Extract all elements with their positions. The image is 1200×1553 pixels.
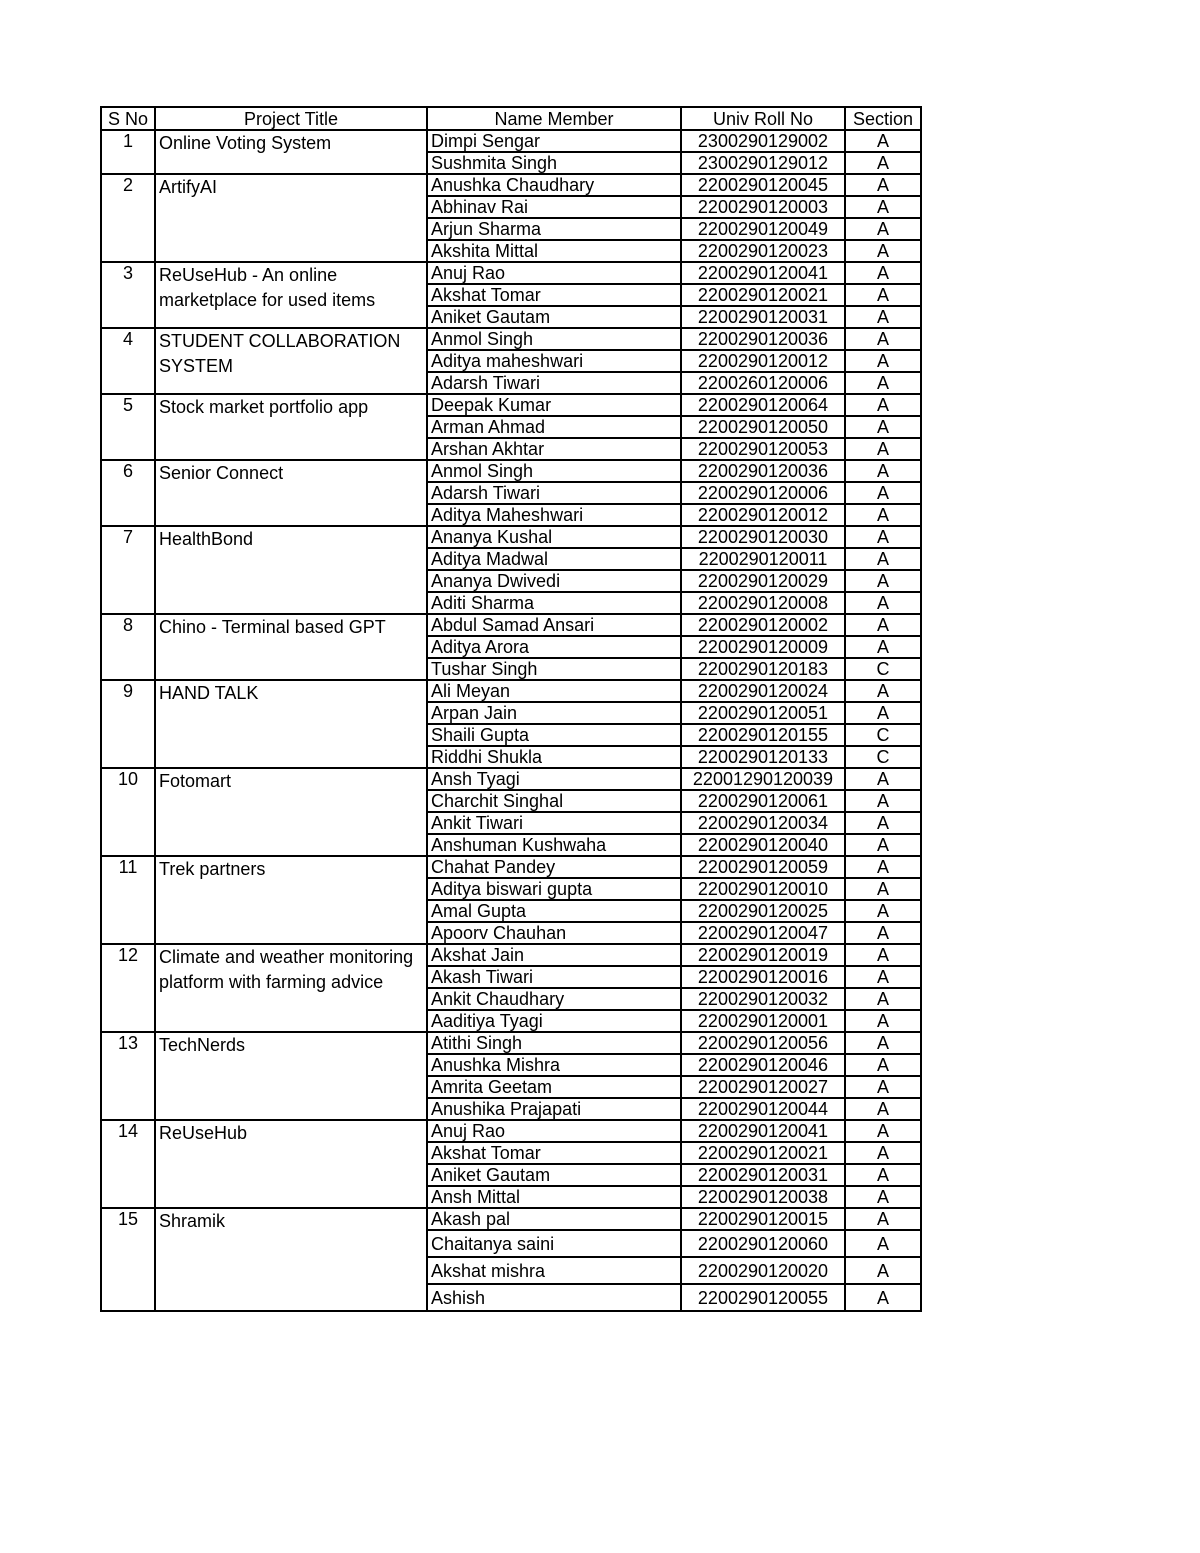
table-row: [101, 944, 921, 966]
univ-roll-no: 2200290120016: [681, 966, 845, 988]
table-row: [101, 1208, 921, 1230]
section: A: [845, 438, 921, 460]
project-title: ReUseHub - An online marketplace for used items: [155, 262, 427, 328]
member-name: Anmol Singh: [427, 460, 681, 482]
serial-number: 14: [101, 1120, 155, 1208]
section: A: [845, 306, 921, 328]
section: A: [845, 328, 921, 350]
univ-roll-no: 2200290120009: [681, 636, 845, 658]
section: A: [845, 350, 921, 372]
univ-roll-no: 2200290120031: [681, 1164, 845, 1186]
section: A: [845, 834, 921, 856]
member-name: Ananya Kushal: [427, 526, 681, 548]
section: A: [845, 570, 921, 592]
serial-number: 3: [101, 262, 155, 328]
section: A: [845, 1142, 921, 1164]
univ-roll-no: 2200290120015: [681, 1208, 845, 1230]
section: A: [845, 1186, 921, 1208]
member-name: Aditya Maheshwari: [427, 504, 681, 526]
univ-roll-no: 2200290120049: [681, 218, 845, 240]
section: A: [845, 702, 921, 724]
section: A: [845, 130, 921, 152]
member-name: Anushka Chaudhary: [427, 174, 681, 196]
univ-roll-no: 2200290120051: [681, 702, 845, 724]
univ-roll-no: 2200290120031: [681, 306, 845, 328]
member-name: Aditya maheshwari: [427, 350, 681, 372]
univ-roll-no: 2200260120006: [681, 372, 845, 394]
member-name: Adarsh Tiwari: [427, 482, 681, 504]
section: A: [845, 526, 921, 548]
member-name: Arpan Jain: [427, 702, 681, 724]
univ-roll-no: 2200290120023: [681, 240, 845, 262]
member-name: Amal Gupta: [427, 900, 681, 922]
univ-roll-no: 22001290120039: [681, 768, 845, 790]
member-name: Adarsh Tiwari: [427, 372, 681, 394]
univ-roll-no: 2200290120046: [681, 1054, 845, 1076]
univ-roll-no: 2200290120030: [681, 526, 845, 548]
section: A: [845, 1098, 921, 1120]
serial-number: 8: [101, 614, 155, 680]
section: A: [845, 416, 921, 438]
header-section: Section: [845, 107, 921, 130]
member-name: Ashish: [427, 1284, 681, 1311]
section: A: [845, 636, 921, 658]
section: A: [845, 482, 921, 504]
univ-roll-no: 2200290120036: [681, 328, 845, 350]
univ-roll-no: 2200290120055: [681, 1284, 845, 1311]
section: A: [845, 1076, 921, 1098]
section: A: [845, 1208, 921, 1230]
member-name: Aniket Gautam: [427, 1164, 681, 1186]
section: A: [845, 196, 921, 218]
univ-roll-no: 2200290120003: [681, 196, 845, 218]
member-name: Aaditiya Tyagi: [427, 1010, 681, 1032]
project-title: ReUseHub: [155, 1120, 427, 1208]
member-name: Aditya Arora: [427, 636, 681, 658]
section: A: [845, 504, 921, 526]
member-name: Ansh Mittal: [427, 1186, 681, 1208]
serial-number: 11: [101, 856, 155, 944]
section: A: [845, 856, 921, 878]
univ-roll-no: 2200290120029: [681, 570, 845, 592]
section: A: [845, 262, 921, 284]
member-name: Arshan Akhtar: [427, 438, 681, 460]
univ-roll-no: 2300290129002: [681, 130, 845, 152]
member-name: Ansh Tyagi: [427, 768, 681, 790]
table-row: [101, 174, 921, 196]
section: A: [845, 1010, 921, 1032]
table-row: [101, 1032, 921, 1054]
project-title: ArtifyAI: [155, 174, 427, 262]
member-name: Chahat Pandey: [427, 856, 681, 878]
table-row: [101, 130, 921, 152]
project-title: TechNerds: [155, 1032, 427, 1120]
serial-number: 1: [101, 130, 155, 174]
member-name: Chaitanya saini: [427, 1230, 681, 1257]
member-name: Abhinav Rai: [427, 196, 681, 218]
univ-roll-no: 2200290120050: [681, 416, 845, 438]
univ-roll-no: 2200290120010: [681, 878, 845, 900]
serial-number: 12: [101, 944, 155, 1032]
section: A: [845, 1230, 921, 1257]
member-name: Anuj Rao: [427, 1120, 681, 1142]
project-title: Fotomart: [155, 768, 427, 856]
project-table: [100, 106, 922, 1312]
member-name: Shaili Gupta: [427, 724, 681, 746]
serial-number: 15: [101, 1208, 155, 1311]
univ-roll-no: 2200290120021: [681, 284, 845, 306]
table-row: [101, 1120, 921, 1142]
univ-roll-no: 2200290120040: [681, 834, 845, 856]
member-name: Ankit Tiwari: [427, 812, 681, 834]
serial-number: 7: [101, 526, 155, 614]
section: A: [845, 1284, 921, 1311]
section: A: [845, 944, 921, 966]
univ-roll-no: 2200290120044: [681, 1098, 845, 1120]
univ-roll-no: 2200290120036: [681, 460, 845, 482]
univ-roll-no: 2200290120061: [681, 790, 845, 812]
member-name: Anmol Singh: [427, 328, 681, 350]
member-name: Anshuman Kushwaha: [427, 834, 681, 856]
member-name: Akshat mishra: [427, 1257, 681, 1284]
section: A: [845, 394, 921, 416]
univ-roll-no: 2200290120027: [681, 1076, 845, 1098]
project-title: HAND TALK: [155, 680, 427, 768]
project-title: HealthBond: [155, 526, 427, 614]
univ-roll-no: 2200290120183: [681, 658, 845, 680]
univ-roll-no: 2200290120011: [681, 548, 845, 570]
section: A: [845, 174, 921, 196]
section: A: [845, 372, 921, 394]
project-title: STUDENT COLLABORATION SYSTEM: [155, 328, 427, 394]
member-name: Deepak Kumar: [427, 394, 681, 416]
serial-number: 4: [101, 328, 155, 394]
univ-roll-no: 2200290120021: [681, 1142, 845, 1164]
section: A: [845, 966, 921, 988]
member-name: Ali Meyan: [427, 680, 681, 702]
univ-roll-no: 2200290120012: [681, 504, 845, 526]
section: A: [845, 152, 921, 174]
table-row: [101, 856, 921, 878]
univ-roll-no: 2200290120001: [681, 1010, 845, 1032]
section: C: [845, 658, 921, 680]
section: A: [845, 878, 921, 900]
serial-number: 13: [101, 1032, 155, 1120]
project-title: Senior Connect: [155, 460, 427, 526]
section: A: [845, 768, 921, 790]
section: A: [845, 922, 921, 944]
project-title: Stock market portfolio app: [155, 394, 427, 460]
univ-roll-no: 2200290120019: [681, 944, 845, 966]
header-univ-roll-no: Univ Roll No: [681, 107, 845, 130]
header-row: [101, 107, 921, 130]
univ-roll-no: 2200290120047: [681, 922, 845, 944]
table-row: [101, 526, 921, 548]
member-name: Aditi Sharma: [427, 592, 681, 614]
member-name: Akshat Jain: [427, 944, 681, 966]
section: A: [845, 460, 921, 482]
member-name: Akshita Mittal: [427, 240, 681, 262]
section: A: [845, 680, 921, 702]
univ-roll-no: 2200290120025: [681, 900, 845, 922]
project-sheet: [100, 106, 920, 1312]
header-name-member: Name Member: [427, 107, 681, 130]
section: A: [845, 548, 921, 570]
univ-roll-no: 2200290120041: [681, 262, 845, 284]
univ-roll-no: 2200290120032: [681, 988, 845, 1010]
member-name: Sushmita Singh: [427, 152, 681, 174]
univ-roll-no: 2200290120020: [681, 1257, 845, 1284]
univ-roll-no: 2200290120045: [681, 174, 845, 196]
univ-roll-no: 2200290120002: [681, 614, 845, 636]
table-row: [101, 768, 921, 790]
serial-number: 10: [101, 768, 155, 856]
member-name: Amrita Geetam: [427, 1076, 681, 1098]
univ-roll-no: 2200290120038: [681, 1186, 845, 1208]
member-name: Riddhi Shukla: [427, 746, 681, 768]
univ-roll-no: 2200290120056: [681, 1032, 845, 1054]
member-name: Aditya Madwal: [427, 548, 681, 570]
univ-roll-no: 2200290120059: [681, 856, 845, 878]
member-name: Akshat Tomar: [427, 1142, 681, 1164]
section: A: [845, 592, 921, 614]
univ-roll-no: 2200290120064: [681, 394, 845, 416]
serial-number: 9: [101, 680, 155, 768]
section: A: [845, 988, 921, 1010]
member-name: Akshat Tomar: [427, 284, 681, 306]
univ-roll-no: 2200290120053: [681, 438, 845, 460]
univ-roll-no: 2200290120006: [681, 482, 845, 504]
section: A: [845, 1032, 921, 1054]
table-row: [101, 262, 921, 284]
serial-number: 2: [101, 174, 155, 262]
member-name: Aditya biswari gupta: [427, 878, 681, 900]
section: A: [845, 240, 921, 262]
univ-roll-no: 2200290120024: [681, 680, 845, 702]
member-name: Akash Tiwari: [427, 966, 681, 988]
member-name: Arjun Sharma: [427, 218, 681, 240]
univ-roll-no: 2200290120034: [681, 812, 845, 834]
table-row: [101, 680, 921, 702]
univ-roll-no: 2200290120041: [681, 1120, 845, 1142]
member-name: Arman Ahmad: [427, 416, 681, 438]
member-name: Ankit Chaudhary: [427, 988, 681, 1010]
member-name: Charchit Singhal: [427, 790, 681, 812]
project-title: Trek partners: [155, 856, 427, 944]
member-name: Atithi Singh: [427, 1032, 681, 1054]
univ-roll-no: 2200290120155: [681, 724, 845, 746]
univ-roll-no: 2200290120060: [681, 1230, 845, 1257]
table-row: [101, 394, 921, 416]
table-row: [101, 460, 921, 482]
univ-roll-no: 2200290120133: [681, 746, 845, 768]
project-title: Shramik: [155, 1208, 427, 1311]
section: A: [845, 900, 921, 922]
member-name: Aniket Gautam: [427, 306, 681, 328]
section: A: [845, 1120, 921, 1142]
member-name: Akash pal: [427, 1208, 681, 1230]
member-name: Anushka Mishra: [427, 1054, 681, 1076]
section: A: [845, 812, 921, 834]
section: C: [845, 724, 921, 746]
project-title: Climate and weather monitoring platform with farming advice: [155, 944, 427, 1032]
member-name: Tushar Singh: [427, 658, 681, 680]
section: A: [845, 1164, 921, 1186]
header-sno: S No: [101, 107, 155, 130]
univ-roll-no: 2200290120008: [681, 592, 845, 614]
member-name: Anuj Rao: [427, 262, 681, 284]
table-row: [101, 614, 921, 636]
member-name: Anushika Prajapati: [427, 1098, 681, 1120]
univ-roll-no: 2300290129012: [681, 152, 845, 174]
section: A: [845, 614, 921, 636]
section: A: [845, 218, 921, 240]
section: C: [845, 746, 921, 768]
serial-number: 6: [101, 460, 155, 526]
section: A: [845, 1054, 921, 1076]
section: A: [845, 790, 921, 812]
table-row: [101, 328, 921, 350]
section: A: [845, 284, 921, 306]
member-name: Abdul Samad Ansari: [427, 614, 681, 636]
section: A: [845, 1257, 921, 1284]
member-name: Dimpi Sengar: [427, 130, 681, 152]
table-body: [101, 130, 921, 1311]
member-name: Apoorv Chauhan: [427, 922, 681, 944]
univ-roll-no: 2200290120012: [681, 350, 845, 372]
project-title: Online Voting System: [155, 130, 427, 174]
header-project-title: Project Title: [155, 107, 427, 130]
member-name: Ananya Dwivedi: [427, 570, 681, 592]
project-title: Chino - Terminal based GPT: [155, 614, 427, 680]
serial-number: 5: [101, 394, 155, 460]
